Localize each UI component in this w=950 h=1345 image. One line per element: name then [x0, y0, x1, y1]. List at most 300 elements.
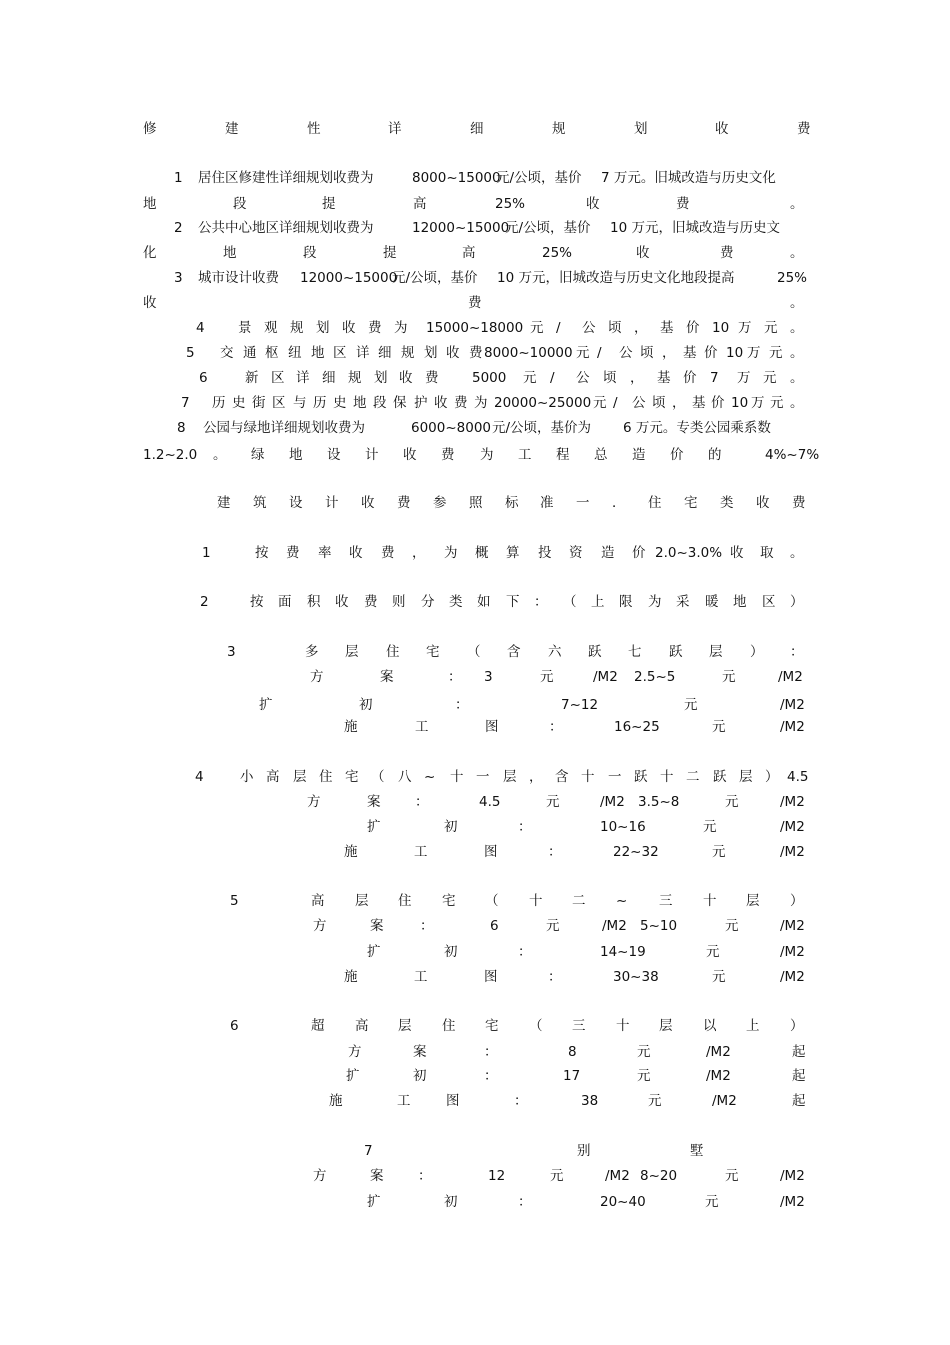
arch-rule-2-text: 区 [762, 594, 776, 610]
planning-item-6-text: 收 [399, 370, 413, 386]
planning-item-5-text: 划 [424, 345, 438, 361]
document-title-text: 修 [143, 121, 157, 137]
arch-rule-2-text: 上 [591, 594, 605, 610]
planning-item-5-text: 通 [243, 345, 257, 361]
arch-rule-2-text: 费 [364, 594, 378, 610]
class-7-prelim-text: ： [518, 1194, 532, 1210]
arch-rule-2 [0, 591, 950, 613]
class-3-scheme-text: 2.5~5 [634, 669, 676, 685]
planning-item-8-text: 6000~8000 [411, 420, 492, 436]
architecture-heading-text: 标 [505, 495, 519, 511]
class-6-heading-text: 住 [442, 1018, 456, 1034]
planning-item-7-text: 万 [751, 395, 765, 411]
class-6-heading-text: 6 [230, 1018, 239, 1034]
class-6-prelim-text: ： [484, 1068, 498, 1084]
class-3-construction-text: ： [549, 719, 563, 735]
class-5-heading-text: 宅 [442, 893, 456, 909]
arch-rule-2-text: 限 [619, 594, 633, 610]
planning-item-2-text: 12000~15000 [412, 220, 510, 236]
planning-item-7-text: 元 [770, 395, 784, 411]
class-7-prelim-text: 初 [444, 1194, 458, 1210]
planning-item-4-text: 景 [238, 320, 252, 336]
class-6-heading-text: （ [529, 1018, 543, 1034]
planning-item-7-text: 收 [434, 395, 448, 411]
planning-item-7-text: 费 [454, 395, 468, 411]
planning-item-2-text: 元/公顷，基价 [505, 220, 591, 236]
planning-item-3-text: 3 [174, 270, 183, 286]
planning-item-5-text: 元 [769, 345, 783, 361]
planning-item-2-cont-text: 收 [636, 245, 650, 261]
class-4-heading-text: 跃 [713, 769, 727, 785]
planning-item-1-cont-text: 收 [586, 196, 600, 212]
planning-item-7-text: 价 [711, 395, 725, 411]
planning-item-1-cont-text: 。 [790, 196, 804, 212]
class-4-heading-text: ） [765, 769, 779, 785]
class-6-construction [0, 1090, 950, 1112]
class-3-scheme-text: /M2 [778, 669, 803, 685]
planning-item-2-cont-text: 提 [383, 245, 397, 261]
class-4-prelim-text: ： [518, 819, 532, 835]
planning-item-4-text: ， [634, 320, 648, 336]
class-7-scheme-text: 8~20 [640, 1168, 678, 1184]
class-4-construction-text: 施 [344, 844, 358, 860]
class-6-scheme-text: 8 [568, 1044, 577, 1060]
planning-item-8-text: 元/公顷，基价为 [492, 420, 592, 436]
class-3-heading-text: 住 [386, 644, 400, 660]
planning-item-6-text: 顷 [603, 370, 617, 386]
class-4-heading-text: 4 [195, 769, 204, 785]
planning-item-6-text: ， [630, 370, 644, 386]
class-3-heading-text: ： [790, 644, 804, 660]
class-5-heading-text: 高 [311, 893, 325, 909]
planning-item-4-text: 观 [264, 320, 278, 336]
planning-item-6-text: 元 [763, 370, 777, 386]
arch-rule-2-text: 暖 [705, 594, 719, 610]
arch-rule-2-text: 2 [200, 594, 209, 610]
planning-item-5-text: 万 [747, 345, 761, 361]
class-3-construction-text: 元 [712, 719, 726, 735]
arch-rule-1 [0, 542, 950, 564]
class-3-heading-text: 层 [345, 644, 359, 660]
class-6-construction-text: 起 [792, 1093, 806, 1109]
class-3-heading-text: ） [750, 644, 764, 660]
planning-item-6-text: 万 [737, 370, 751, 386]
class-7-prelim [0, 1191, 950, 1213]
class-4-scheme-text: ： [415, 794, 429, 810]
planning-item-4-text: 公 [582, 320, 596, 336]
class-3-prelim-text: 7~12 [561, 697, 599, 713]
planning-item-5-text: 8000~10000 [484, 345, 573, 361]
class-4-construction-text: 元 [712, 844, 726, 860]
planning-item-7-text: 元 [593, 395, 607, 411]
class-5-heading-text: 住 [398, 893, 412, 909]
class-3-scheme-text: 方 [310, 669, 324, 685]
planning-item-8-cont-text: 费 [441, 447, 455, 463]
architecture-heading-text: 宅 [684, 495, 698, 511]
class-7-heading [0, 1140, 950, 1162]
planning-item-8-cont-text: 为 [480, 447, 494, 463]
class-4-heading-text: 小 [240, 769, 254, 785]
planning-item-7-text: 历 [313, 395, 327, 411]
class-6-heading-text: 十 [616, 1018, 630, 1034]
planning-item-2-text: 公共中心地区详细规划收费为 [198, 220, 374, 236]
arch-rule-2-text: 积 [307, 594, 321, 610]
planning-item-5-text: 10 [726, 345, 744, 361]
class-6-construction-text: /M2 [712, 1093, 737, 1109]
architecture-heading-text: 住 [648, 495, 662, 511]
planning-item-5-text: 纽 [288, 345, 302, 361]
planning-item-4-text: 元 [764, 320, 778, 336]
planning-item-3-cont-text: 。 [790, 295, 804, 311]
planning-item-5-text: 5 [186, 345, 195, 361]
class-7-heading-text: 墅 [690, 1143, 704, 1159]
planning-item-1-cont-text: 25% [495, 196, 526, 212]
planning-item-3-cont-text: 收 [143, 295, 157, 311]
arch-rule-2-text: 分 [421, 594, 435, 610]
planning-item-3-text: 12000~15000 [300, 270, 398, 286]
class-3-scheme-text: 元 [722, 669, 736, 685]
class-6-heading-text: 以 [703, 1018, 717, 1034]
planning-item-2-text: 2 [174, 220, 183, 236]
class-3-heading-text: 七 [628, 644, 642, 660]
document-title-text: 建 [225, 121, 239, 137]
planning-item-7-text: 10 [731, 395, 749, 411]
planning-item-1 [0, 167, 950, 189]
planning-item-3-text: 元/公顷，基价 [392, 270, 478, 286]
class-3-heading [0, 641, 950, 663]
class-6-heading [0, 1015, 950, 1037]
document-title-text: 收 [715, 121, 729, 137]
class-4-heading-text: 一 [608, 769, 622, 785]
planning-item-1-text: 居住区修建性详细规划收费为 [198, 170, 374, 186]
planning-item-6-text: 公 [576, 370, 590, 386]
planning-item-6-text: 。 [790, 370, 804, 386]
class-4-heading-text: （ [371, 769, 385, 785]
arch-rule-1-text: 按 [255, 545, 269, 561]
class-6-construction-text: 38 [581, 1093, 599, 1109]
class-6-prelim-text: 扩 [346, 1068, 360, 1084]
planning-item-1-cont-text: 地 [143, 196, 157, 212]
class-4-prelim-text: 10~16 [600, 819, 646, 835]
planning-item-8-text: 公园与绿地详细规划收费为 [203, 420, 365, 436]
arch-rule-1-text: 收 [730, 545, 744, 561]
class-3-prelim-text: 元 [684, 697, 698, 713]
planning-item-5-text: 交 [220, 345, 234, 361]
class-3-prelim [0, 694, 950, 716]
planning-item-1-text: 元/公顷，基价 [496, 170, 582, 186]
class-4-scheme-text: 元 [725, 794, 739, 810]
class-4-heading-text: ~ [424, 769, 436, 785]
planning-item-3 [0, 267, 950, 289]
planning-item-7-text: 地 [353, 395, 367, 411]
planning-item-8-cont [0, 444, 950, 466]
planning-item-1-cont [0, 193, 950, 215]
class-5-scheme-text: /M2 [602, 918, 627, 934]
arch-rule-1-text: 收 [349, 545, 363, 561]
planning-item-4-text: 顷 [608, 320, 622, 336]
planning-item-8-text: 8 [177, 420, 186, 436]
class-5-prelim-text: 14~19 [600, 944, 646, 960]
planning-item-5-text: 。 [790, 345, 804, 361]
class-5-scheme-text: 元 [725, 918, 739, 934]
planning-item-1-cont-text: 费 [676, 196, 690, 212]
class-3-scheme-text: ： [448, 669, 462, 685]
class-4-scheme-text: /M2 [780, 794, 805, 810]
class-4-heading [0, 766, 950, 788]
class-4-scheme-text: 元 [546, 794, 560, 810]
document-title-text: 划 [634, 121, 648, 137]
planning-item-4-text: 基 [660, 320, 674, 336]
class-4-heading-text: 十 [660, 769, 674, 785]
class-5-prelim-text: 扩 [367, 944, 381, 960]
arch-rule-2-text: 则 [392, 594, 406, 610]
class-5-heading-text: 十 [529, 893, 543, 909]
class-4-prelim [0, 816, 950, 838]
class-5-construction-text: 图 [484, 969, 498, 985]
class-7-scheme-text: 元 [725, 1168, 739, 1184]
class-4-heading-text: 十 [450, 769, 464, 785]
class-6-scheme-text: 起 [792, 1044, 806, 1060]
class-4-heading-text: 一 [476, 769, 490, 785]
planning-item-6-text: 7 [710, 370, 719, 386]
class-3-construction-text: 工 [415, 719, 429, 735]
arch-rule-1-text: 费 [286, 545, 300, 561]
class-3-heading-text: 3 [227, 644, 236, 660]
planning-item-7-text: 基 [692, 395, 706, 411]
class-6-construction-text: ： [514, 1093, 528, 1109]
arch-rule-2-text: ） [790, 594, 804, 610]
class-6-scheme-text: 方 [348, 1044, 362, 1060]
class-5-construction [0, 966, 950, 988]
class-7-scheme-text: /M2 [780, 1168, 805, 1184]
class-7-scheme [0, 1165, 950, 1187]
architecture-heading-text: 费 [792, 495, 806, 511]
arch-rule-1-text: 取 [760, 545, 774, 561]
class-4-construction-text: 图 [484, 844, 498, 860]
arch-rule-2-text: 采 [676, 594, 690, 610]
planning-item-1-text: 1 [174, 170, 183, 186]
planning-item-5-text: 区 [333, 345, 347, 361]
class-7-heading-text: 7 [364, 1143, 373, 1159]
class-4-heading-text: 层 [503, 769, 517, 785]
class-5-scheme-text: 元 [546, 918, 560, 934]
planning-item-2-cont-text: 段 [303, 245, 317, 261]
class-3-heading-text: 层 [709, 644, 723, 660]
planning-item-7-text: 与 [293, 395, 307, 411]
arch-rule-1-text: ， [412, 545, 426, 561]
class-5-scheme-text: 方 [313, 918, 327, 934]
planning-item-7 [0, 392, 950, 414]
class-3-scheme-text: 案 [380, 669, 394, 685]
class-3-prelim-text: /M2 [780, 697, 805, 713]
planning-item-6-text: 6 [199, 370, 208, 386]
class-4-heading-text: 含 [555, 769, 569, 785]
class-5-construction-text: /M2 [780, 969, 805, 985]
class-3-scheme [0, 666, 950, 688]
planning-item-4-text: 10 [712, 320, 730, 336]
planning-item-3-text: 10 万元，旧城改造与历史文化地段提高 [497, 270, 735, 286]
arch-rule-2-text: 地 [733, 594, 747, 610]
planning-item-7-text: 段 [373, 395, 387, 411]
planning-item-7-text: 街 [252, 395, 266, 411]
class-5-construction-text: 元 [712, 969, 726, 985]
class-4-scheme-text: 3.5~8 [638, 794, 680, 810]
class-6-construction-text: 施 [329, 1093, 343, 1109]
architecture-heading-text: ． [612, 495, 626, 511]
class-4-heading-text: 八 [398, 769, 412, 785]
planning-item-2-text: 10 万元，旧城改造与历史文 [610, 220, 780, 236]
class-3-construction-text: 16~25 [614, 719, 660, 735]
class-3-heading-text: 跃 [588, 644, 602, 660]
class-5-construction-text: ： [548, 969, 562, 985]
class-6-construction-text: 图 [446, 1093, 460, 1109]
planning-item-4-text: 15000~18000 [426, 320, 524, 336]
class-5-prelim-text: 元 [706, 944, 720, 960]
class-3-construction-text: 施 [344, 719, 358, 735]
planning-item-8 [0, 417, 950, 439]
class-7-scheme-text: 元 [550, 1168, 564, 1184]
planning-item-6-text: 新 [245, 370, 259, 386]
architecture-heading-text: 计 [325, 495, 339, 511]
class-6-heading-text: 层 [659, 1018, 673, 1034]
document-title-text: 费 [797, 121, 811, 137]
planning-item-5-text: 公 [619, 345, 633, 361]
class-5-heading-text: ） [790, 893, 804, 909]
architecture-heading-text: 参 [433, 495, 447, 511]
planning-item-8-cont-text: 绿 [251, 447, 265, 463]
class-6-scheme-text: 案 [413, 1044, 427, 1060]
class-6-prelim-text: 初 [413, 1068, 427, 1084]
class-3-scheme-text: 元 [540, 669, 554, 685]
arch-rule-1-text: 为 [444, 545, 458, 561]
class-4-prelim-text: /M2 [780, 819, 805, 835]
document-title [0, 118, 950, 140]
arch-rule-2-text: （ [563, 594, 577, 610]
architecture-heading-text: 类 [720, 495, 734, 511]
class-3-heading-text: 多 [305, 644, 319, 660]
class-3-construction-text: 图 [485, 719, 499, 735]
planning-item-5-text: 枢 [265, 345, 279, 361]
class-5-scheme-text: 案 [370, 918, 384, 934]
class-6-heading-text: 层 [398, 1018, 412, 1034]
class-6-heading-text: 宅 [485, 1018, 499, 1034]
arch-rule-1-text: 资 [569, 545, 583, 561]
class-5-heading-text: 层 [355, 893, 369, 909]
planning-item-8-cont-text: 程 [556, 447, 570, 463]
class-7-prelim-text: /M2 [780, 1194, 805, 1210]
class-4-construction [0, 841, 950, 863]
planning-item-1-cont-text: 段 [233, 196, 247, 212]
arch-rule-1-text: 算 [506, 545, 520, 561]
document-title-text: 性 [307, 121, 321, 137]
class-5-scheme-text: /M2 [780, 918, 805, 934]
planning-item-5 [0, 342, 950, 364]
class-4-scheme-text: 方 [307, 794, 321, 810]
class-4-scheme-text: 案 [367, 794, 381, 810]
class-4-scheme-text: 4.5 [479, 794, 501, 810]
class-3-heading-text: （ [467, 644, 481, 660]
planning-item-8-cont-text: 1.2~2.0 [143, 447, 198, 463]
class-5-heading-text: ~ [616, 893, 628, 909]
class-3-prelim-text: ： [455, 697, 469, 713]
arch-rule-2-text: ： [534, 594, 548, 610]
planning-item-3-cont [0, 292, 950, 314]
planning-item-2-cont-text: 费 [720, 245, 734, 261]
planning-item-4-text: 。 [790, 320, 804, 336]
class-4-construction-text: 22~32 [613, 844, 659, 860]
planning-item-5-text: 地 [311, 345, 325, 361]
class-5-construction-text: 施 [344, 969, 358, 985]
planning-item-8-text: 6 万元。专类公园乘系数 [623, 420, 771, 436]
planning-item-6-text: 价 [683, 370, 697, 386]
arch-rule-1-text: 费 [381, 545, 395, 561]
planning-item-6-text: 区 [271, 370, 285, 386]
planning-item-8-cont-text: 设 [327, 447, 341, 463]
class-5-prelim [0, 941, 950, 963]
architecture-heading-text: 筑 [253, 495, 267, 511]
planning-item-5-text: 收 [446, 345, 460, 361]
class-4-prelim-text: 元 [703, 819, 717, 835]
arch-rule-2-text: 收 [335, 594, 349, 610]
class-6-scheme-text: ： [484, 1044, 498, 1060]
planning-item-2-cont-text: 地 [223, 245, 237, 261]
class-5-heading [0, 890, 950, 912]
planning-item-7-text: / [613, 395, 618, 411]
planning-item-7-text: 。 [790, 395, 804, 411]
architecture-heading-text: 一 [576, 495, 590, 511]
class-4-heading-text: ， [529, 769, 543, 785]
class-5-heading-text: 二 [572, 893, 586, 909]
planning-item-4-text: 价 [686, 320, 700, 336]
class-3-construction-text: /M2 [780, 719, 805, 735]
class-4-construction-text: 工 [414, 844, 428, 860]
planning-item-4-text: 收 [342, 320, 356, 336]
arch-rule-1-text: 2.0~3.0% [655, 545, 723, 561]
planning-item-7-text: ， [672, 395, 686, 411]
class-5-construction-text: 30~38 [613, 969, 659, 985]
class-5-heading-text: 5 [230, 893, 239, 909]
planning-item-4-text: 为 [394, 320, 408, 336]
planning-item-4-text: 划 [316, 320, 330, 336]
planning-item-2-cont [0, 242, 950, 264]
class-7-scheme-text: 方 [313, 1168, 327, 1184]
class-4-prelim-text: 扩 [367, 819, 381, 835]
class-3-prelim-text: 扩 [259, 697, 273, 713]
planning-item-7-text: 保 [393, 395, 407, 411]
arch-rule-2-text: 面 [278, 594, 292, 610]
class-4-construction-text: ： [548, 844, 562, 860]
planning-item-5-text: 规 [401, 345, 415, 361]
document-title-text: 规 [552, 121, 566, 137]
planning-item-5-text: 基 [683, 345, 697, 361]
arch-rule-2-text: 按 [250, 594, 264, 610]
class-4-heading-text: 4.5 [787, 769, 809, 785]
class-4-scheme-text: /M2 [600, 794, 625, 810]
planning-item-5-text: / [597, 345, 602, 361]
arch-rule-1-text: 价 [632, 545, 646, 561]
planning-item-5-text: 顷 [640, 345, 654, 361]
class-6-prelim-text: /M2 [706, 1068, 731, 1084]
planning-item-7-text: 历 [212, 395, 226, 411]
arch-rule-2-text: 下 [506, 594, 520, 610]
class-5-heading-text: 层 [746, 893, 760, 909]
class-7-scheme-text: /M2 [605, 1168, 630, 1184]
planning-item-7-text: 史 [232, 395, 246, 411]
class-3-heading-text: 含 [507, 644, 521, 660]
class-6-heading-text: ） [790, 1018, 804, 1034]
class-3-heading-text: 六 [548, 644, 562, 660]
architecture-heading-text: 准 [540, 495, 554, 511]
